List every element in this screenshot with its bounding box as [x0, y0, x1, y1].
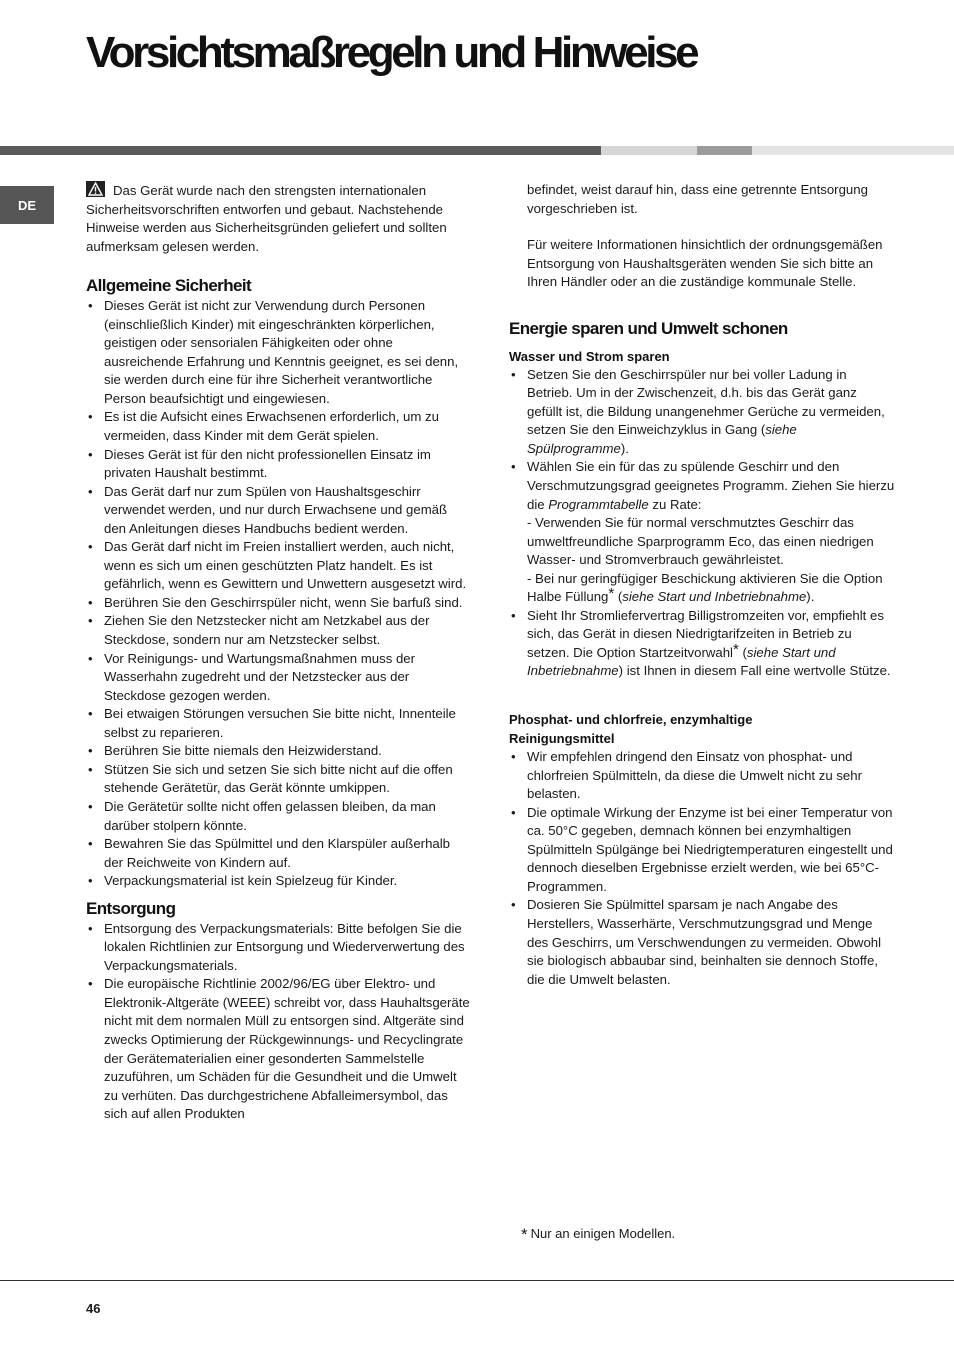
list-item: • Ziehen Sie den Netzstecker nicht am Netzkabel aus der Steckdose, sondern nur am Netzstecker selbst. [86, 612, 470, 649]
list-item: • Bei etwaigen Störungen versuchen Sie bitte nicht, Innenteile selbst zu reparieren. [86, 705, 470, 742]
header-band-lightest [752, 146, 954, 155]
footnote [521, 1225, 675, 1245]
cross-reference: siehe Start und Inbetriebnahme [622, 589, 807, 605]
header-band-light [601, 146, 697, 155]
page-number: 46 [86, 1301, 101, 1316]
section-heading-general-safety: Allgemeine Sicherheit [86, 276, 252, 296]
list-item: • Wir empfehlen dringend den Einsatz von phosphat- und chlorfreien Spülmitteln, da diese die Umwelt nicht zu sehr belasten. [509, 748, 895, 804]
asterisk: * [732, 640, 739, 658]
list-item: • Vor Reinigungs- und Wartungsmaßnahmen muss der Wasserhahn zugedreht und der Netzstecker aus der Steckdose gezogen werden. [86, 650, 470, 706]
list-item: • Die Gerätetür sollte nicht offen gelassen bleiben, da man darüber stolpern könnte. [86, 798, 470, 835]
intro-text: Das Gerät wurde nach den strengsten internationalen Sicherheitsvorschriften entworfen und gebaut. Nachstehende Hinweise werden aus Sicherheitsgründen geliefert und sollten aufmerksam gelesen werden. [86, 183, 447, 254]
list-item: • Sieht Ihr Stromliefervertrag Billigstromzeiten vor, empfiehlt es sich, das Gerät in diesen Niedrigtarifzeiten in Betrieb zu setzen. Die Option Startzeitvorwahl* (siehe Start und Inbetriebnahme) ist Ihnen in diesem Fall eine wertvolle Stütze. [509, 607, 895, 681]
list-item: • Das Gerät darf nicht im Freien installiert werden, auch nicht, wenn es sich um einen geschützten Platz handelt. Es ist gefährlich, wenn es Gewittern und Unwettern ausgesetzt wird. [86, 538, 470, 594]
list-item: • Bewahren Sie das Spülmittel und den Klarspüler außerhalb der Reichweite von Kindern auf. [86, 835, 470, 872]
list-item: • Die optimale Wirkung der Enzyme ist bei einer Temperatur von ca. 50°C gegeben, demnach können bei enzymhaltigen Spülmitteln Spülgänge bei Niedrigtemperaturen eingestellt und dennoch dieselben Ergebnisse erzielt werden, wie bei 65°C-Programmen. [509, 804, 895, 897]
right-column [509, 181, 895, 989]
section-heading-disposal: Entsorgung [86, 898, 176, 918]
list-item: • Dosieren Sie Spülmittel sparsam je nach Angabe des Herstellers, Wasserhärte, Verschmutzungsgrad und Menge des Geschirrs, um Verschwendungen zu vermeiden. Obwohl sie biologisch abbaubar sind, beinhalten sie dennoch Stoffe, die die Umwelt belasten. [509, 896, 895, 989]
list-item: • Das Gerät darf nur zum Spülen von Haushaltsgeschirr verwendet werden, und nur durch Erwachsene und gemäß den Anleitungen dieses Handbuchs bedient werden. [86, 483, 470, 539]
section-heading-energy: Energie sparen und Umwelt schonen [509, 318, 788, 338]
list-item: • Verpackungsmaterial ist kein Spielzeug für Kinder. [86, 872, 470, 891]
water-power-list [509, 366, 895, 681]
list-item: • Entsorgung des Verpackungsmaterials: Bitte befolgen Sie die lokalen Richtlinien zur Entsorgung und Wiederverwertung des Verpackungsmaterials. [86, 920, 470, 976]
header-band-mid [697, 146, 752, 155]
disposal-continuation: befindet, weist darauf hin, dass eine getrennte Entsorgung vorgeschrieben ist. [527, 182, 868, 216]
subheading-detergents: Phosphat- und chlorfreie, enzymhaltige Reinigungsmittel [509, 712, 753, 747]
cross-reference: Programmtabelle [548, 496, 649, 512]
footnote-star: * [521, 1225, 528, 1244]
detergent-list [509, 748, 895, 989]
list-item: • Setzen Sie den Geschirrspüler nur bei voller Ladung in Betrieb. Um in der Zwischenzeit, d.h. bis das Gerät ganz gefüllt ist, die Bildung unangenehmer Gerüche zu vermeiden, setzen Sie den Einweichzyklus in Gang (siehe Spülprogramme). [509, 366, 895, 459]
cross-reference: siehe Start und Inbetriebnahme [527, 644, 836, 679]
list-item: • Berühren Sie bitte niemals den Heizwiderstand. [86, 742, 470, 761]
header-band-dark [0, 146, 601, 155]
subheading-water-power: Wasser und Strom sparen [509, 348, 670, 364]
cross-reference: siehe Spülprogramme [527, 422, 797, 456]
list-item: • Wählen Sie ein für das zu spülende Geschirr und den Verschmutzungsgrad geeignetes Programm. Ziehen Sie hierzu die Programmtabelle zu Rate: - Verwenden Sie für normal verschmutztes Geschirr das umweltfreundliche Sparprogramm Eco, das einen niedrigen Wasser- und Stromverbrauch gewährleistet. - Bei nur geringfügiger Beschickung aktivieren Sie die Option Halbe Füllung* (siehe Start und Inbetriebnahme). [509, 458, 895, 606]
list-item: • Dieses Gerät ist nicht zur Verwendung durch Personen (einschließlich Kinder) mit eingeschränkten körperlichen, geistigen oder sensorialen Fähigkeiten oder ohne ausreichende Erfahrung und Kenntnis geeignet, es sei denn, sie werden durch eine für ihre Sicherheit verantwortliche Person beaufsichtigt und eingewiesen. [86, 297, 470, 408]
intro-paragraph [86, 181, 470, 256]
list-item: • Dieses Gerät ist für den nicht professionellen Einsatz im privaten Haushalt bestimmt. [86, 446, 470, 483]
general-safety-list [86, 297, 470, 891]
disposal-more-info: Für weitere Informationen hinsichtlich der ordnungsgemäßen Entsorgung von Haushaltsgeräten wenden Sie sich bitte an Ihren Händler oder an die zuständige kommunale Stelle. [527, 237, 883, 290]
list-item: • Die europäische Richtlinie 2002/96/EG über Elektro- und Elektronik-Altgeräte (WEEE) schreibt vor, dass Hauhaltsgeräte nicht mit dem normalen Müll zu entsorgen sind. Altgeräte sind zwecks Optimierung der Rückgewinnungs- und Recyclingrate der Gerätematerialien einer gesonderten Sammelstelle zuzuführen, um Schäden für die Gesundheit und die Umwelt zu verhüten. Das durchgestrichene Abfalleimersymbol, das sich auf allen Produkten [86, 975, 470, 1123]
asterisk: * [608, 585, 615, 603]
language-tab: DE [0, 186, 54, 224]
footnote-text: Nur an einigen Modellen. [530, 1226, 676, 1241]
disposal-list [86, 920, 470, 1124]
page-title: Vorsichtsmaßregeln und Hinweise [86, 28, 697, 77]
list-item: • Es ist die Aufsicht eines Erwachsenen erforderlich, um zu vermeiden, dass Kinder mit dem Gerät spielen. [86, 408, 470, 445]
list-item: • Stützen Sie sich und setzen Sie sich bitte nicht auf die offen stehende Gerätetür, das Gerät könnte umkippen. [86, 761, 470, 798]
left-column [86, 181, 470, 1124]
warning-triangle-icon [86, 181, 105, 197]
list-item: • Berühren Sie den Geschirrspüler nicht, wenn Sie barfuß sind. [86, 594, 470, 613]
footer-rule [0, 1280, 954, 1281]
